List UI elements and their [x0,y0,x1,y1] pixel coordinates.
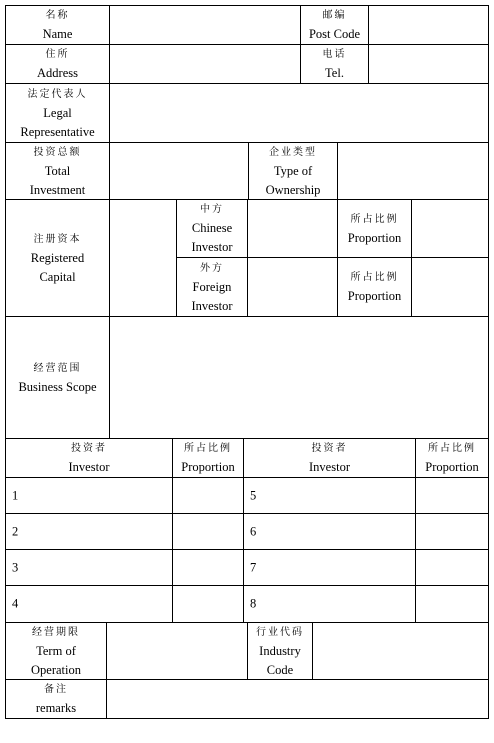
foreign-proportion-field[interactable] [411,257,489,317]
investor-row-4-right[interactable] [243,585,416,623]
investor-row-2-left[interactable] [5,513,173,550]
address-label-en: Address [37,66,78,80]
total-investment-label-en1: Total [44,163,71,178]
investor-row-4-right-proportion[interactable] [415,585,489,623]
tel-label [300,44,369,84]
tel-field[interactable] [368,44,489,84]
investor-header-left [5,438,173,478]
industry-code-label [247,622,313,680]
name-field[interactable] [109,5,301,45]
proportion-header-left-en: Proportion [181,460,235,474]
chinese-proportion-label-zh: 所占比例 [350,213,399,225]
term-of-operation-label [5,622,107,680]
tel-label-zh: 电话 [322,49,347,60]
investor-row-3-left-proportion[interactable] [172,549,244,586]
investor-row-1-right-number: 5 [250,488,257,502]
proportion-header-left-zh: 所占比例 [184,443,232,454]
chinese-proportion-label [337,199,412,258]
investor-row-4-left-number: 4 [12,596,19,611]
chinese-investor-label-en1: Chinese [191,221,233,235]
name-label [5,5,110,45]
remarks-label-en: remarks [35,701,77,715]
total-investment-label [5,142,110,200]
post-code-label [300,5,369,45]
foreign-investor-label-en1: Foreign [192,279,232,294]
term-of-operation-label-en2: Operation [31,662,81,677]
ownership-type-label-en1: Type of [273,163,313,178]
chinese-proportion-field[interactable] [411,199,489,258]
investor-row-4-left[interactable] [5,585,173,623]
investor-row-1-left-number: 1 [12,488,19,502]
chinese-investor-label-en2: Investor [191,240,233,254]
investor-header-right-en: Investor [309,460,350,474]
address-label [5,44,110,84]
investor-row-4-right-number: 8 [250,596,257,611]
investor-row-1-right-proportion[interactable] [415,477,489,514]
business-scope-label-zh: 经营范围 [33,362,82,374]
investor-row-3-right-number: 7 [250,560,257,574]
investor-row-2-right-number: 6 [250,524,257,538]
investor-header-right-zh: 投资者 [311,443,348,454]
term-of-operation-label-zh: 经营期限 [32,626,80,638]
foreign-proportion-label [337,257,412,317]
investor-row-2-left-number: 2 [12,524,19,538]
proportion-header-right-en: Proportion [425,460,479,474]
investor-header-left-zh: 投资者 [71,443,107,454]
name-label-zh: 名称 [45,10,70,21]
registered-capital-label-en2: Capital [39,269,76,284]
address-label-zh: 住所 [45,49,70,60]
business-scope-label [5,316,110,439]
total-investment-label-en2: Investment [29,182,86,197]
remarks-label [5,679,107,719]
chinese-investor-label [176,199,248,258]
remarks-label-zh: 备注 [44,684,68,695]
ownership-type-field[interactable] [337,142,489,200]
chinese-proportion-label-en: Proportion [347,230,402,245]
proportion-header-right [415,438,489,478]
foreign-investor-label [176,257,248,317]
ownership-type-label [248,142,338,200]
proportion-header-left [172,438,244,478]
legal-representative-field[interactable] [109,83,489,143]
investor-row-3-left-number: 3 [12,560,19,574]
registered-capital-label [5,199,110,317]
legal-representative-label-en1: Legal [43,105,72,120]
term-of-operation-field[interactable] [106,622,248,680]
industry-code-label-zh: 行业代码 [256,626,304,638]
post-code-label-zh: 邮编 [322,10,347,21]
investor-row-2-left-proportion[interactable] [172,513,244,550]
post-code-label-en: Post Code [308,27,361,41]
remarks-field[interactable] [106,679,489,719]
ownership-type-label-en2: Ownership [265,182,321,197]
tel-label-en: Tel. [325,66,344,80]
investor-row-1-left-proportion[interactable] [172,477,244,514]
investor-row-2-right-proportion[interactable] [415,513,489,550]
investor-row-3-left[interactable] [5,549,173,586]
industry-code-label-en1: Industry [259,643,301,658]
foreign-proportion-label-en: Proportion [347,289,402,303]
foreign-proportion-label-zh: 所占比例 [350,272,399,283]
total-investment-label-zh: 投资总额 [33,146,82,158]
legal-representative-label-en2: Representative [20,124,95,139]
registered-capital-label-en1: Registered [30,250,85,265]
investor-row-1-right[interactable] [243,477,416,514]
industry-code-label-en2: Code [266,662,294,677]
investor-row-3-right-proportion[interactable] [415,549,489,586]
ownership-type-label-zh: 企业类型 [269,146,317,158]
industry-code-field[interactable] [312,622,489,680]
business-scope-field[interactable] [109,316,489,439]
investor-header-right [243,438,416,478]
investor-row-1-left[interactable] [5,477,173,514]
investor-row-2-right[interactable] [243,513,416,550]
investor-row-3-right[interactable] [243,549,416,586]
registered-capital-field[interactable] [109,199,177,317]
investor-header-left-en: Investor [68,460,110,474]
total-investment-field[interactable] [109,142,249,200]
name-label-en: Name [42,27,73,41]
chinese-investor-label-zh: 中方 [200,204,224,215]
term-of-operation-label-en1: Term of [36,643,76,658]
post-code-field[interactable] [368,5,489,45]
foreign-investor-label-zh: 外方 [200,262,224,274]
foreign-investor-label-en2: Investor [191,298,233,313]
legal-representative-label [5,83,110,143]
address-field[interactable] [109,44,301,84]
chinese-investor-field[interactable] [247,199,338,258]
foreign-investor-field[interactable] [247,257,338,317]
proportion-header-right-zh: 所占比例 [428,443,476,454]
investor-row-4-left-proportion[interactable] [172,585,244,623]
legal-representative-label-zh: 法定代表人 [27,88,88,100]
registered-capital-label-zh: 注册资本 [33,233,82,245]
business-scope-label-en: Business Scope [18,379,97,394]
